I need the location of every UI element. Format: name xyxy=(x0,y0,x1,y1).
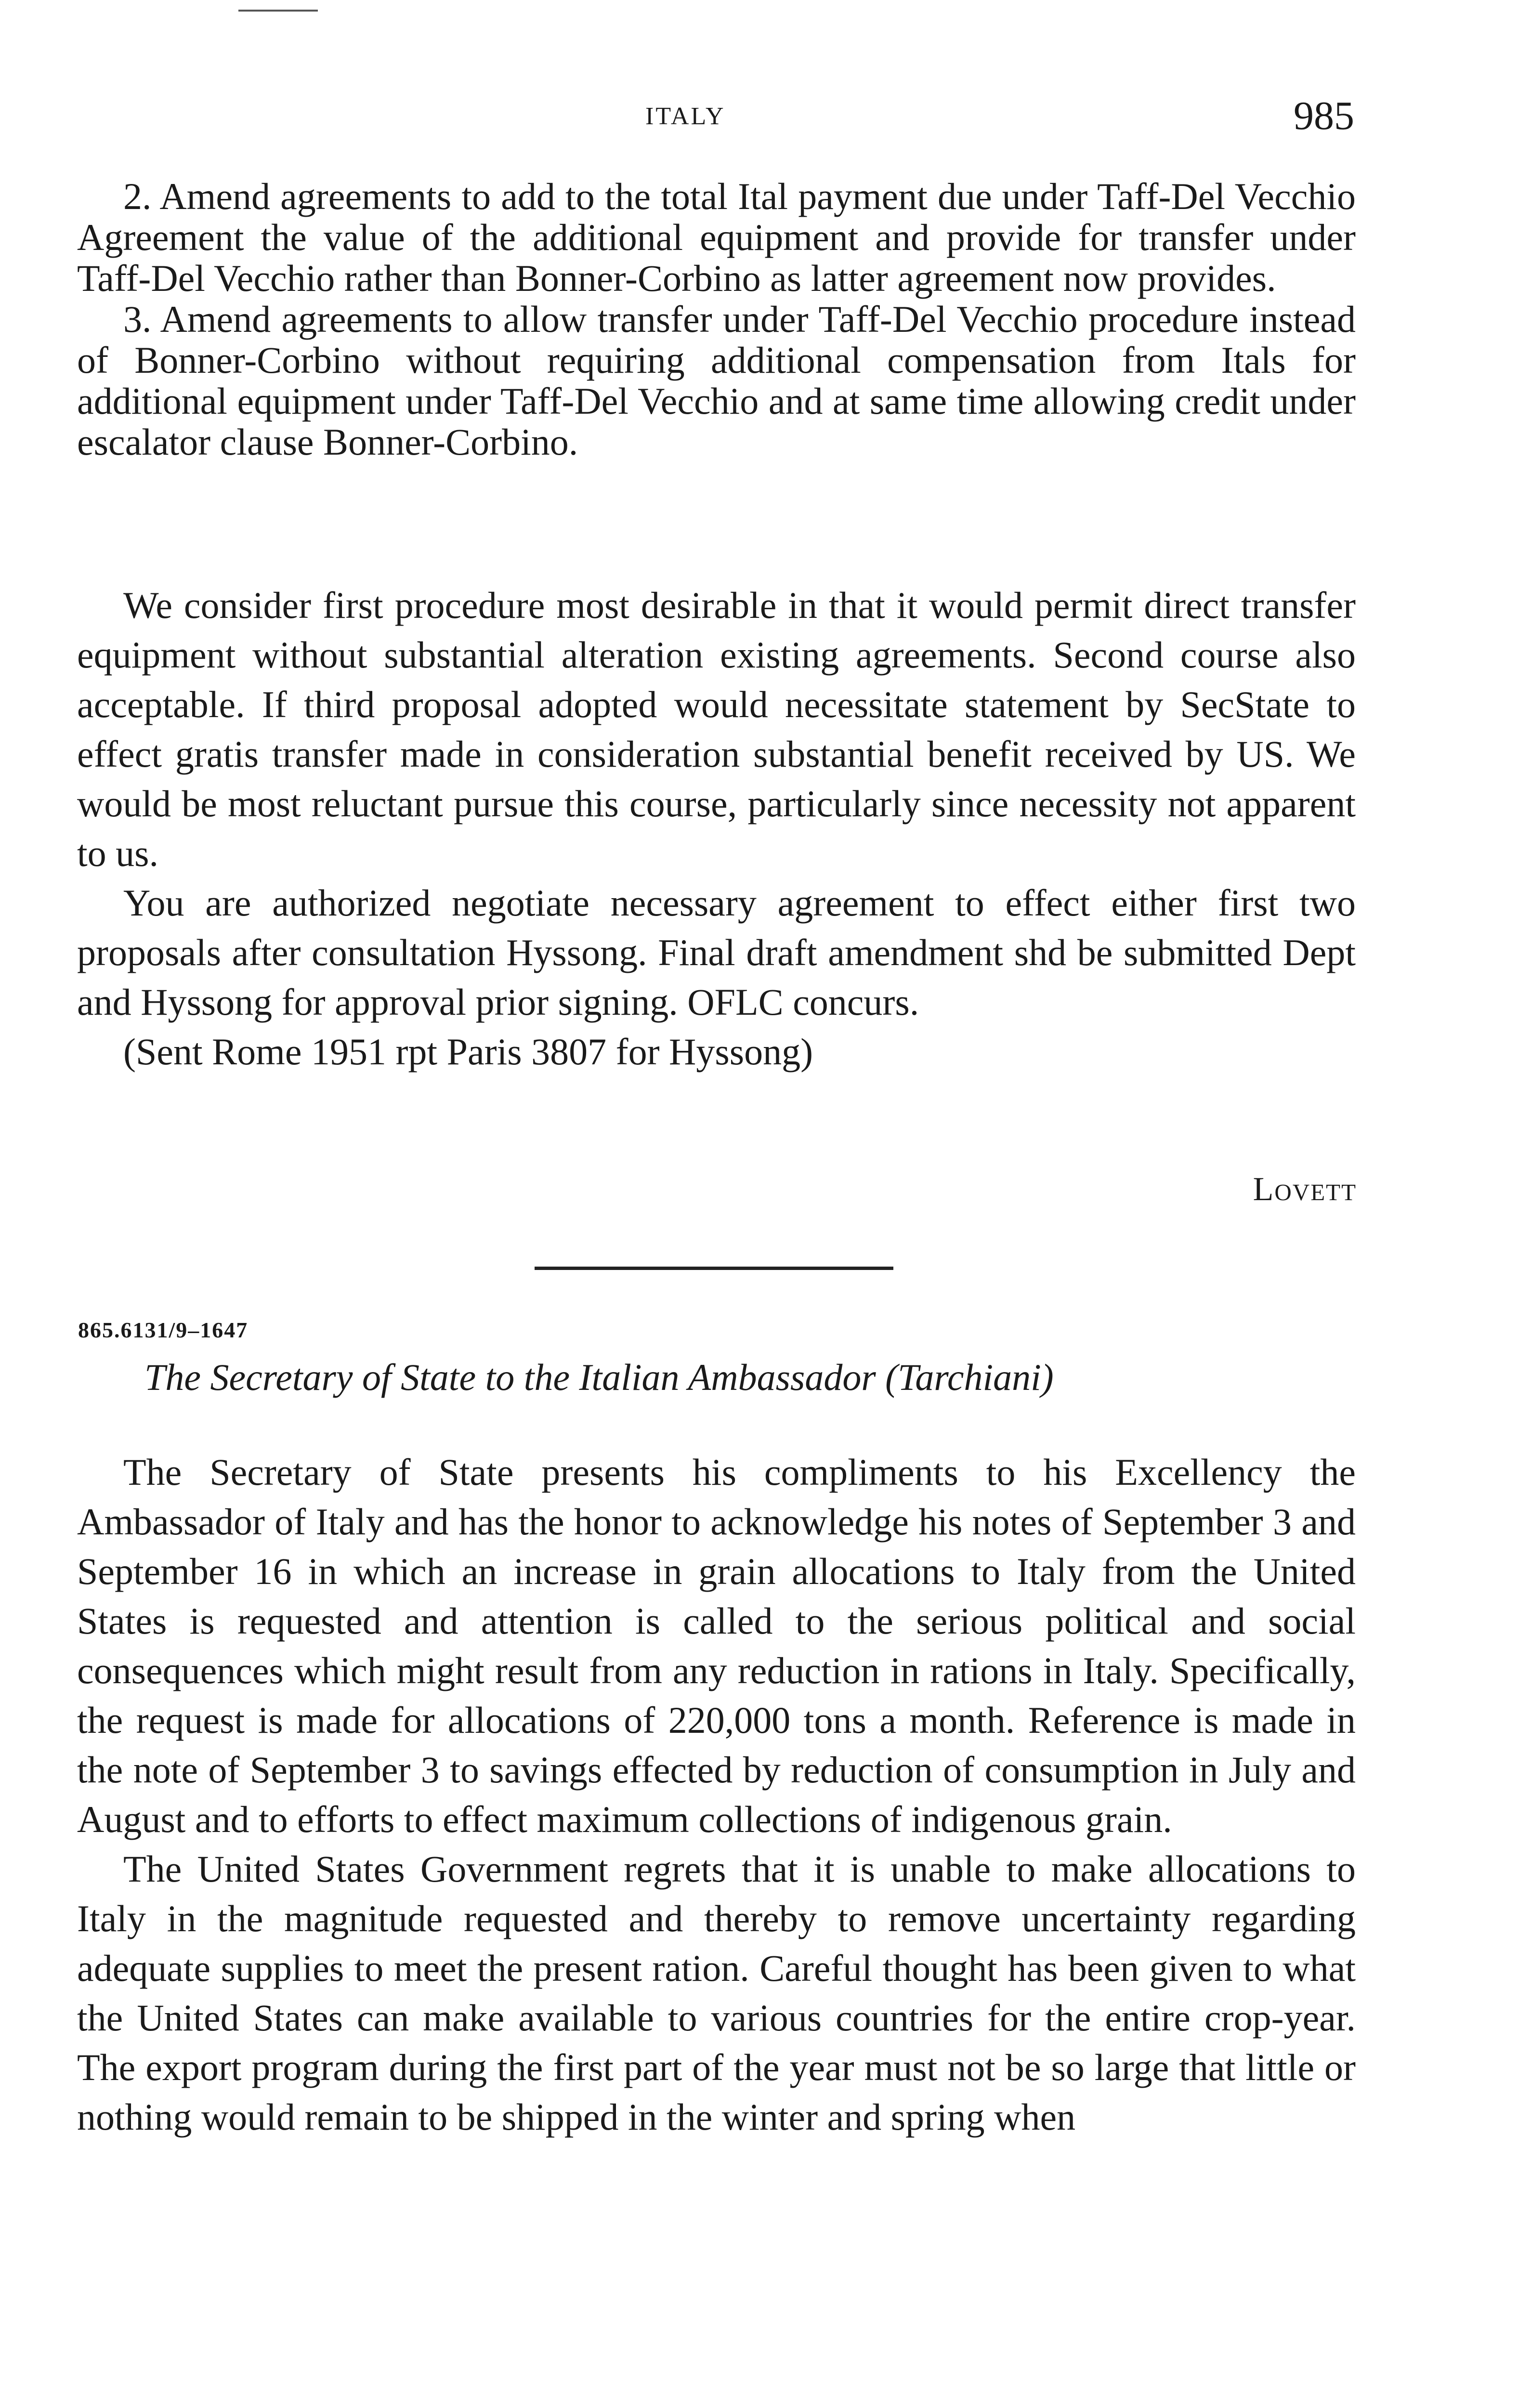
telegram-paragraph: You are authorized negotiate necessary agreement to effect either first two proposals after consultation Hyssong. Final draft amendment shd be submitted Dept and Hyssong for approval prior signing. OFLC concurs. xyxy=(77,882,1356,1023)
running-head: ITALY xyxy=(645,103,726,130)
telegram-paragraph: We consider first procedure most desirable in that it would permit direct transfer equipment without substantial alteration existing agreements. Second course also acceptable. If third proposal adopted would necessitate statement by SecState to effect gratis transfer made in consideration substantial benefit received by US. We would be most reluctant pursue this course, particularly since necessity not apparent to us. xyxy=(77,584,1356,874)
section-divider xyxy=(535,1267,893,1270)
signature-lovett: Lovett xyxy=(1253,1171,1357,1208)
telegram-body xyxy=(77,580,1356,1076)
telegram-item-3: 3. Amend agreements to allow transfer under Taff-Del Vecchio procedure instead of Bonner-Corbino without requiring additional compensation from Itals for additional equipment under Taff-Del Vecchio and at same time allowing credit under escalator clause Bonner-Corbino. xyxy=(77,298,1356,463)
file-number: 865.6131/9–1647 xyxy=(78,1318,249,1342)
note-paragraph: The United States Government regrets that it is unable to make allocations to Italy in the magnitude requested and thereby to remove uncertainty regarding adequate supplies to meet the present ration. Careful thought has been given to what the United States can make available to various countries for the entire crop-year. The export program during the first part of the year must not be so large that little or nothing would remain to be shipped in the winter and spring when xyxy=(77,1848,1356,2138)
telegram-routing-note: (Sent Rome 1951 rpt Paris 3807 for Hyssong) xyxy=(123,1031,813,1073)
telegram-numbered-items xyxy=(77,176,1356,462)
page-number: 985 xyxy=(1294,93,1354,138)
telegram-item-2: 2. Amend agreements to add to the total Ital payment due under Taff-Del Vecchio Agreement the value of the additional equipment and provide for transfer under Taff-Del Vecchio rather than Bonner-Corbino as latter agreement now provides. xyxy=(77,175,1356,299)
note-paragraph: The Secretary of State presents his compliments to his Excellency the Ambassador of Italy and has the honor to acknowledge his notes of September 3 and September 16 in which an increase in grain allocations to Italy from the United States is requested and attention is called to the serious political and social consequences which might result from any reduction in rations in Italy. Specifically, the request is made for allocations of 220,000 tons a month. Reference is made in the note of September 3 to savings effected by reduction of consumption in July and August and to efforts to effect maximum collections of indigenous grain. xyxy=(77,1451,1356,1840)
document-title: The Secretary of State to the Italian Ambassador (Tarchiani) xyxy=(144,1356,1054,1398)
note-body xyxy=(77,1447,1356,2142)
top-edge-rule xyxy=(238,10,318,12)
